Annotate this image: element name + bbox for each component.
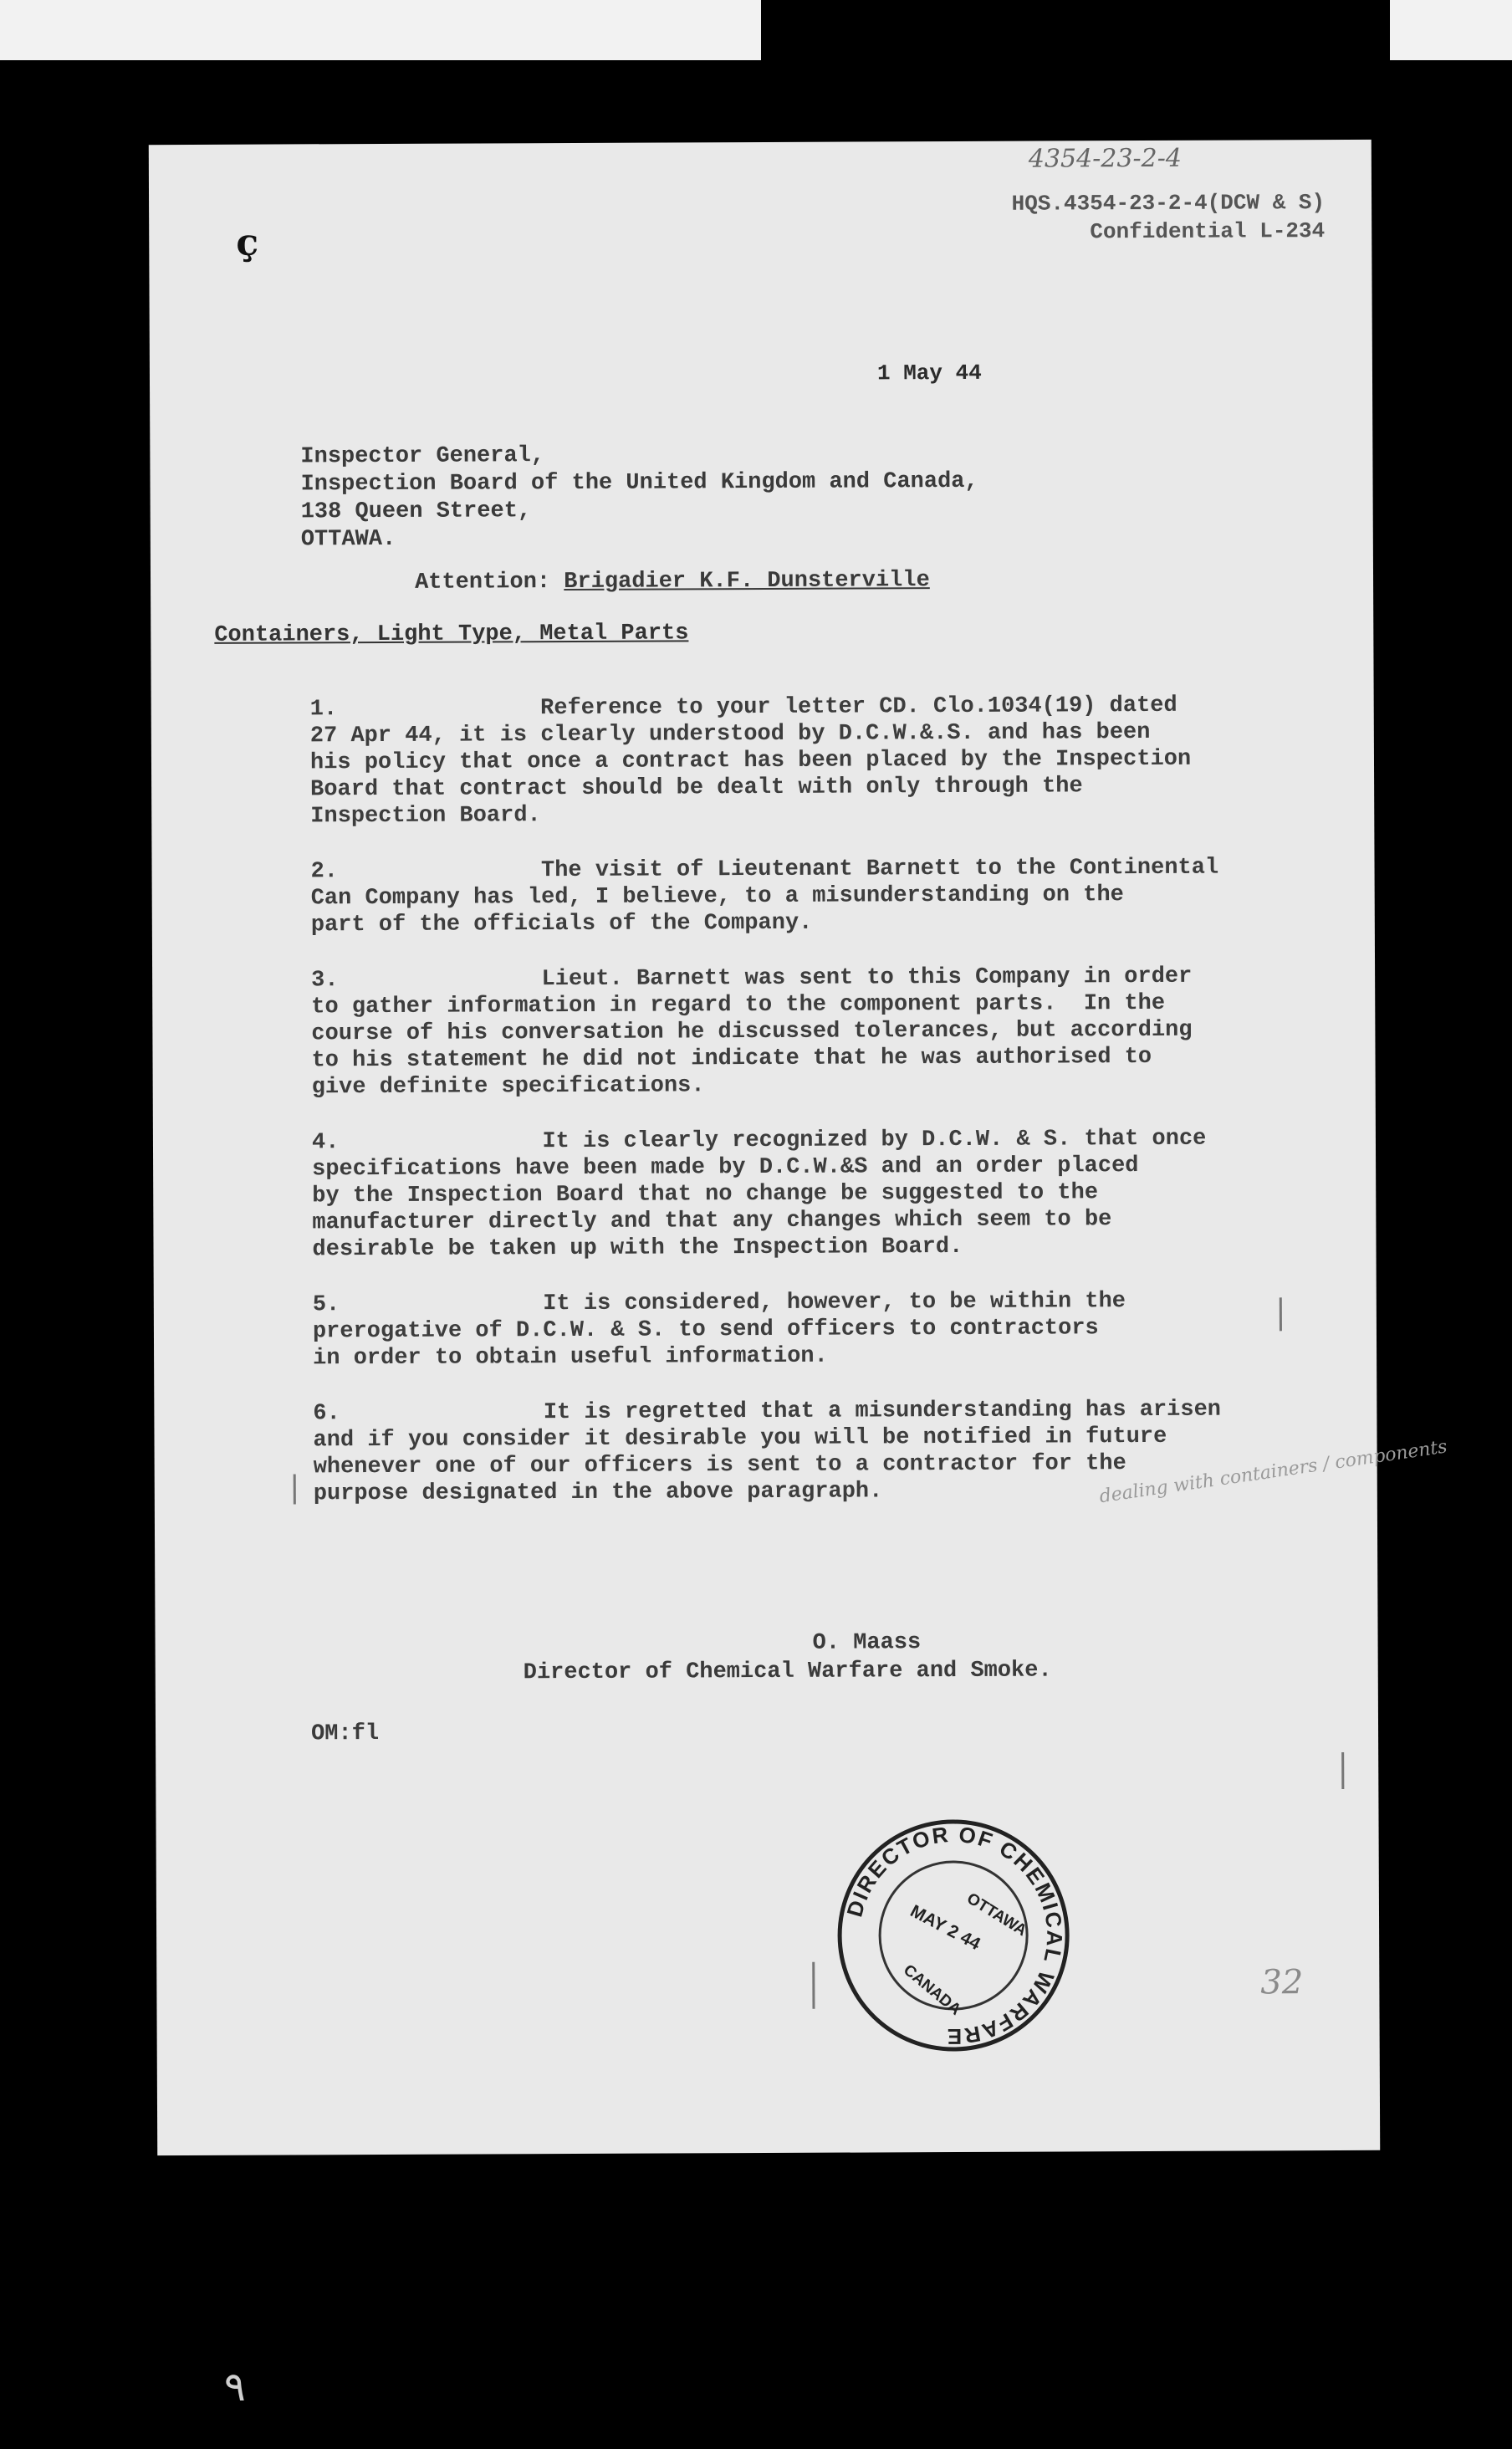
body-line: 1. Reference to your letter CD. Clo.1034(19) dated — [309, 693, 1177, 723]
handwritten-page-number: 32 — [1260, 1963, 1304, 2002]
paragraph-4 — [312, 1125, 1316, 1263]
attention-name: Brigadier K.F. Dunsterville — [564, 568, 930, 596]
typist-initials: OM:fl — [310, 1721, 380, 1747]
body-line: 2. The visit of Lieutenant Barnett to the Continental — [310, 855, 1219, 885]
stamp-outer-text: DIRECTOR OF CHEMICAL WARFARE — [841, 1821, 1068, 2050]
confidential-reference: Confidential L-234 — [1090, 218, 1326, 245]
body-line: desirable be taken up with the Inspection Board. — [312, 1234, 963, 1263]
address-line: Inspection Board of the United Kingdom and Canada, — [300, 468, 978, 498]
address-line: 138 Queen Street, — [300, 498, 532, 525]
body-line: Board that contract should be dealt with only through the — [310, 774, 1083, 803]
address-line: OTTAWA. — [300, 526, 396, 553]
body-line: Inspection Board. — [310, 803, 541, 830]
subject-line: Containers, Light Type, Metal Parts — [214, 621, 689, 648]
body-line: 5. It is considered, however, to be within the — [312, 1289, 1126, 1318]
body-line: purpose designated in the above paragraph. — [313, 1479, 883, 1507]
file-reference-number: HQS.4354-23-2-4(DCW & S) — [1011, 190, 1326, 217]
file-reference — [1012, 188, 1326, 247]
attention-label: Attention: — [414, 570, 551, 596]
margin-tick — [1280, 1297, 1282, 1331]
attention-line — [415, 568, 930, 596]
address-line: Inspector General, — [300, 443, 545, 470]
signature-block — [156, 1627, 1378, 1686]
body-line: 4. It is clearly recognized by D.C.W. & S. that once — [311, 1126, 1207, 1156]
body-line: part of the officials of the Company. — [310, 910, 813, 938]
body-line: Can Company has led, I believe, to a misunderstanding on the — [310, 882, 1124, 912]
body-line: to his statement he did not indicate that he was authorised to — [311, 1044, 1152, 1074]
body-line: prerogative of D.C.W. & S. to send officers to contractors — [312, 1316, 1099, 1345]
handwritten-file-number: 4354-23-2-4 — [1028, 143, 1183, 174]
body-line: 6. It is regretted that a misunderstanding has arisen — [313, 1397, 1222, 1427]
paragraph-1 — [310, 692, 1315, 830]
handwritten-margin-note: dealing with containers / components — [1098, 1436, 1449, 1508]
body-line: course of his conversation he discussed tolerances, but according — [311, 1017, 1193, 1047]
paragraph-2 — [310, 854, 1314, 938]
filing-mark: ҫ — [236, 221, 259, 264]
margin-tick — [1341, 1752, 1344, 1789]
body-line: by the Inspection Board that no change be suggested to the — [312, 1180, 1099, 1209]
letter-date: 1 May 44 — [876, 360, 982, 386]
paragraph-3 — [311, 963, 1315, 1101]
stamp-city: OTTAWA — [963, 1889, 1030, 1940]
signatory-name: O. Maass — [812, 1630, 922, 1656]
received-stamp — [831, 1813, 1075, 2057]
body-line: and if you consider it desirable you will be notified in future — [313, 1424, 1167, 1454]
body-line: whenever one of our officers is sent to a contractor for the — [313, 1451, 1126, 1480]
stamp-date: MAY 2 44 — [907, 1901, 983, 1955]
adjacent-page-strip — [1390, 0, 1512, 60]
signatory-title: Director of Chemical Warfare and Smoke. — [523, 1658, 1052, 1686]
paragraph-5 — [313, 1287, 1316, 1372]
previous-page-strip — [0, 0, 761, 60]
recipient-address — [300, 441, 978, 555]
margin-tick — [812, 1962, 815, 2009]
letter-page — [149, 140, 1449, 2155]
body-line: to gather information in regard to the component parts. In the — [311, 990, 1166, 1020]
body-line: give definite specifications. — [311, 1073, 705, 1101]
body-line: manufacturer directly and that any changes which seem to be — [312, 1207, 1112, 1236]
body-line: 27 Apr 44, it is clearly understood by D.C.W.&.S. and has been — [309, 719, 1151, 749]
body-line: 3. Lieut. Barnett was sent to this Company in order — [311, 964, 1193, 994]
body-line: specifications have been made by D.C.W.&S and an order placed — [312, 1153, 1139, 1183]
scan-edge-mark: ٩ — [224, 2364, 246, 2411]
stamp-country: CANADA — [900, 1961, 964, 2019]
letter-body — [310, 692, 1317, 1536]
body-line: his policy that once a contract has been placed by the Inspection — [309, 746, 1192, 776]
margin-tick — [294, 1474, 296, 1504]
body-line: in order to obtain useful information. — [313, 1343, 828, 1372]
